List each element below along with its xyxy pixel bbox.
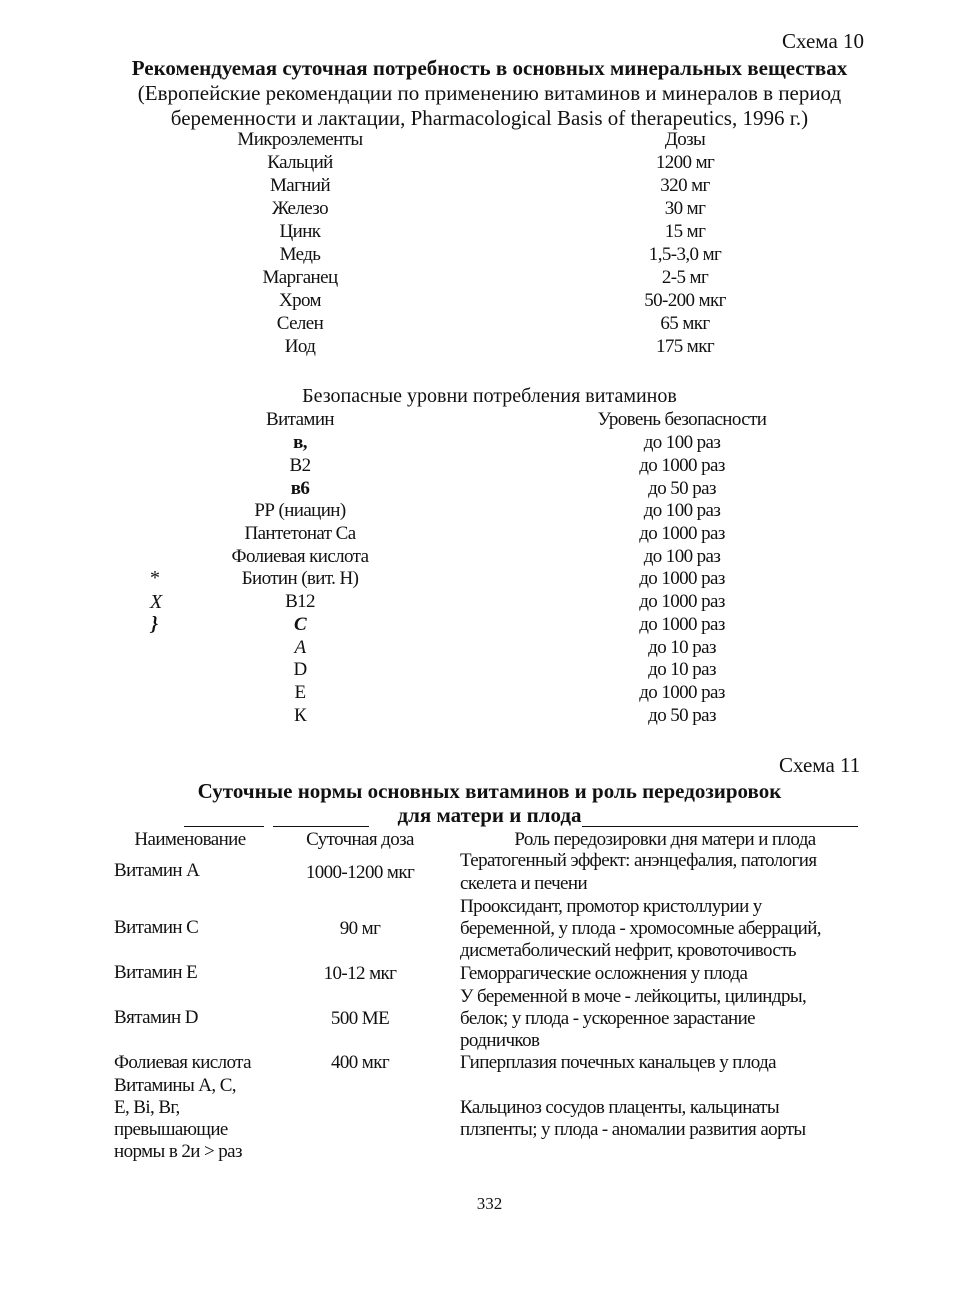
mineral-name: Хром [279, 290, 321, 311]
norm-role-line: родничков [460, 1030, 540, 1051]
norm-role-line: белок; у плода - ускоренное зарастание [460, 1008, 755, 1029]
safety-level: до 100 раз [643, 500, 721, 521]
title-rule-1 [184, 826, 264, 827]
safety-level: до 1000 раз [639, 682, 725, 703]
norm-role-line: Прооксидант, промотор кристоллурии у [460, 896, 762, 917]
schema-10-subtitle-line2: беременности и лактации, Pharmacological Basis of therapeutics, 1996 г.) [170, 106, 809, 130]
safety-level: до 50 раз [648, 478, 716, 499]
norms-header-role: Роль передозировки дня матери и плода [514, 829, 816, 850]
margin-mark-asterisk: * [150, 567, 160, 589]
mineral-dose: 15 мг [664, 221, 706, 242]
mineral-name: Магний [269, 175, 331, 196]
norms-header-dose: Суточная доза [306, 829, 414, 850]
safety-level: до 50 раз [648, 705, 716, 726]
norm-name: Фолиевая кислота [114, 1052, 251, 1073]
mineral-dose: 175 мкг [655, 336, 715, 357]
mineral-dose: 1200 мг [655, 152, 715, 173]
norm-name: Витамины А, С, [114, 1075, 236, 1096]
mineral-name: Медь [279, 244, 321, 265]
safety-level: до 1000 раз [639, 568, 725, 589]
norm-name: Вятамин D [114, 1007, 198, 1028]
norm-role-line: беременной, у плода - хромосомные аберраций, [460, 918, 821, 939]
schema-10-title: Рекомендуемая суточная потребность в основных минеральных веществах [131, 56, 848, 80]
norm-name: Витамин С [114, 917, 199, 938]
schema-10-subtitle-line1: (Европейские рекомендации по применению витаминов и минералов в период [137, 81, 842, 105]
safety-level: до 1000 раз [639, 614, 725, 635]
vitamin-name: Биотин (вит. Н) [241, 568, 359, 589]
mineral-name: Железо [272, 198, 328, 219]
safety-level: до 1000 раз [639, 455, 725, 476]
norm-name: Витамин А [114, 860, 200, 881]
vitamin-name: Пантетонат Са [244, 523, 356, 544]
mineral-name: Иод [284, 336, 316, 357]
schema-11-title-line2: для матери и плода [397, 803, 582, 827]
margin-mark-brace: } [151, 613, 158, 635]
mineral-name: Марганец [262, 267, 338, 288]
safety-level: до 1000 раз [639, 523, 725, 544]
page-number: 332 [476, 1194, 503, 1213]
safety-level: до 100 раз [643, 546, 721, 567]
safe-header-level: Уровень безопасности [597, 409, 767, 430]
margin-mark-x: X [150, 591, 163, 613]
mineral-dose: 320 мг [660, 175, 710, 196]
mineral-dose: 2-5 мг [661, 267, 709, 288]
vitamin-name: D [293, 659, 307, 680]
minerals-header-dose: Дозы [664, 129, 706, 150]
title-rule-3 [582, 826, 858, 827]
mineral-name: Селен [276, 313, 324, 334]
vitamin-name: РР (ниацин) [254, 500, 346, 521]
mineral-name: Цинк [279, 221, 321, 242]
safety-level: до 100 раз [643, 432, 721, 453]
norm-dose: 10-12 мкг [323, 963, 397, 984]
safety-level: до 10 раз [648, 659, 716, 680]
norm-dose: 90 мг [339, 918, 381, 939]
safe-levels-title: Безопасные уровни потребления витаминов [302, 385, 677, 407]
norm-name: нормы в 2и > раз [114, 1141, 242, 1162]
norm-name: Витамин Е [114, 962, 198, 983]
norm-role-line: Тератогенный эффект: анэнцефалия, патология [460, 850, 817, 871]
schema-10-label: Схема 10 [782, 29, 865, 53]
vitamin-name: С [293, 614, 307, 635]
norm-role-line: Гиперплазия почечных канальцев у плода [460, 1052, 776, 1073]
vitamin-name: в6 [290, 478, 310, 499]
schema-11-label: Схема 11 [779, 753, 861, 777]
vitamin-name: Е [294, 682, 306, 703]
mineral-dose: 30 мг [664, 198, 706, 219]
norm-role-line: У беременной в моче - лейкоциты, цилиндры, [460, 986, 807, 1007]
safety-level: до 10 раз [648, 637, 716, 658]
norm-role-line: скелета и печени [460, 873, 588, 894]
vitamin-name: в, [293, 432, 307, 453]
norm-name: превышающие [114, 1119, 228, 1140]
vitamin-name: К [293, 705, 307, 726]
safety-level: до 1000 раз [639, 591, 725, 612]
mineral-dose: 65 мкг [660, 313, 710, 334]
vitamin-name: В12 [285, 591, 315, 612]
norm-dose: 1000-1200 мкг [305, 862, 415, 883]
norm-dose: 500 ME [330, 1008, 390, 1029]
mineral-name: Кальций [267, 152, 333, 173]
minerals-header-name: Микроэлементы [237, 129, 363, 150]
schema-11-title-line1: Суточные нормы основных витаминов и роль передозировок [197, 779, 782, 803]
mineral-dose: 50-200 мкг [644, 290, 726, 311]
norms-header-name: Наименование [134, 829, 246, 850]
vitamin-name: В2 [289, 455, 311, 476]
title-rule-2 [273, 826, 369, 827]
norm-dose: 400 мкг [330, 1052, 390, 1073]
vitamin-name: А [294, 637, 306, 658]
norm-role-line: плзпенты; у плода - аномалии развития аорты [460, 1119, 806, 1140]
vitamin-name: Фолиевая кислота [231, 546, 369, 567]
norm-role-line: дисметаболический нефрит, кровоточивость [460, 940, 796, 961]
norm-role-line: Геморрагические осложнения у плода [460, 963, 748, 984]
norm-name: Е, Bi, Вг, [114, 1097, 180, 1118]
norm-role-line: Кальциноз сосудов плаценты, кальцинаты [460, 1097, 780, 1118]
mineral-dose: 1,5-3,0 мг [648, 244, 722, 265]
safe-header-vitamin: Витамин [266, 409, 334, 430]
